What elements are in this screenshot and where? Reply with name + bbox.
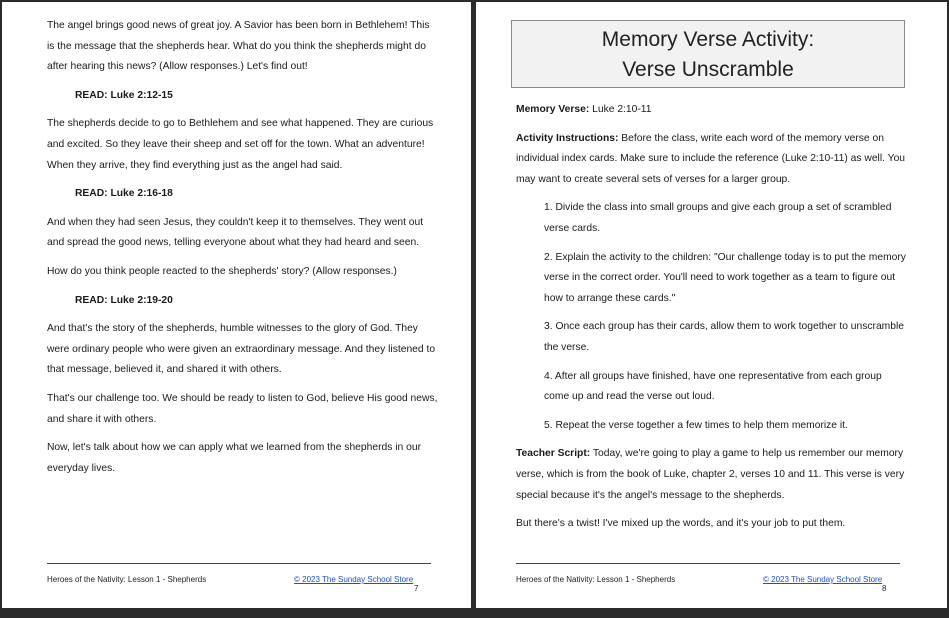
step-item: 3. Once each group has their cards, allow them to work together to unscramble the verse.	[544, 321, 905, 353]
step-item: 2. Explain the activity to the children: "Our challenge today is to put the memory verse in the correct order. You'll need to work together as a team to figure out how to arrange these cards."	[544, 251, 906, 304]
footer-title: Heroes of the Nativity: Lesson 1 - Shepherds	[516, 575, 676, 584]
activity-title-line2: Verse Unscramble	[622, 58, 794, 81]
activity-title-box	[511, 20, 905, 88]
teacher-script	[516, 444, 906, 506]
left-page	[2, 2, 471, 608]
instructions-label: Activity Instructions:	[516, 132, 619, 144]
right-page-body	[516, 100, 906, 543]
paragraph: The shepherds decide to go to Bethlehem and see what happened. They are curious and excited. So they leave their sheep and set off for the town. What an adventure! When they arrive, they find everything just as the angel had said.	[47, 118, 434, 171]
scripture-reference: READ: Luke 2:19-20	[75, 294, 173, 306]
scripture-reference: READ: Luke 2:16-18	[75, 188, 173, 200]
closing-line: But there's a twist! I've mixed up the words, and it's your job to put them.	[516, 518, 846, 530]
right-page	[476, 2, 947, 608]
step-item: 1. Divide the class into small groups and give each group a set of scrambled verse cards.	[544, 202, 892, 234]
copyright-link[interactable]: © 2023 The Sunday School Store	[763, 575, 883, 584]
left-page-body	[47, 16, 439, 487]
paragraph: How do you think people reacted to the shepherds' story? (Allow responses.)	[47, 265, 397, 277]
script-label: Teacher Script:	[516, 448, 591, 460]
memory-verse-label: Memory Verse:	[516, 104, 590, 115]
paragraph: And when they had seen Jesus, they couldn't keep it to themselves. They went out and spread the good news, telling everyone about what they had heard and seen.	[47, 216, 424, 249]
footer-divider	[47, 563, 431, 564]
paragraph: The angel brings good news of great joy. A Savior has been born in Bethlehem! This is the message that the shepherds hear. What do you think the shepherds might do after hearing this news? (Allow responses.) Let's find out!	[47, 20, 430, 73]
script-text: Today, we're going to play a game to help us remember our memory verse, which is from the book of Luke, chapter 2, verses 10 and 11. This verse is very special because it's the angel's message to the shepherds.	[516, 448, 905, 501]
copyright-link[interactable]: © 2023 The Sunday School Store	[294, 575, 414, 584]
paragraph: And that's the story of the shepherds, humble witnesses to the glory of God. They were ordinary people who were given an extraordinary message. And they listened to that message, believed it, and shared it with others.	[47, 323, 436, 376]
memory-verse-value: Luke 2:10-11	[589, 104, 652, 115]
activity-title-line1: Memory Verse Activity:	[601, 28, 815, 51]
step-item: 5. Repeat the verse together a few times to help them memorize it.	[544, 419, 848, 431]
page-number: 8	[882, 584, 887, 593]
paragraph: Now, let's talk about how we can apply what we learned from the shepherds in our everyday lives.	[47, 442, 422, 474]
step-item: 4. After all groups have finished, have one representative from each group come up and read the verse out loud.	[544, 370, 882, 403]
activity-instructions	[516, 129, 906, 191]
page-number: 7	[414, 584, 419, 593]
paragraph: That's our challenge too. We should be ready to listen to God, believe His good news, and share it with others.	[47, 392, 438, 425]
footer-title: Heroes of the Nativity: Lesson 1 - Shepherds	[47, 575, 207, 584]
scripture-reference: READ: Luke 2:12-15	[75, 89, 173, 101]
activity-steps	[516, 198, 906, 436]
instructions-text: Before the class, write each word of the memory verse on individual index cards. Make sure to include the reference (Luke 2:10-11) as well. You may want to create several sets of verses for a larger group.	[516, 132, 906, 185]
footer-divider	[516, 563, 900, 564]
memory-verse-line	[516, 100, 906, 121]
